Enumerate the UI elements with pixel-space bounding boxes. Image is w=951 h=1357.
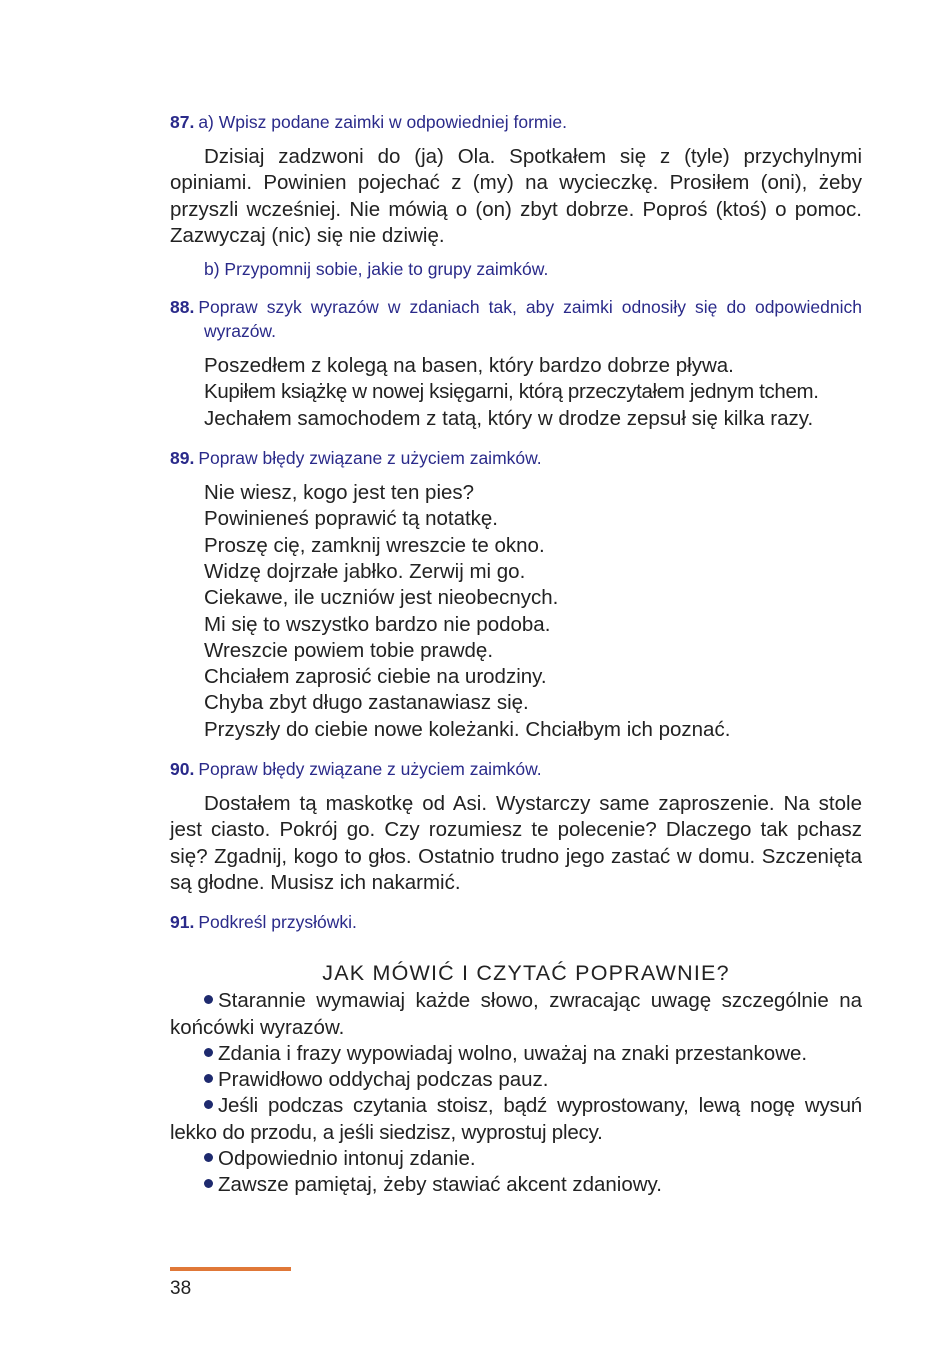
task-88-instruction (170, 295, 862, 343)
sentence-line: Poszedłem z kolegą na basen, który bardzo dobrze pływa. (204, 354, 734, 378)
bullet-item (170, 1041, 862, 1067)
bullet-dot-icon (204, 1100, 213, 1109)
instruction-text: Popraw błędy związane z użyciem zaimków. (198, 448, 542, 469)
task-number: 89. (170, 448, 195, 469)
sentence-line: Mi się to wszystko bardzo nie podoba. (204, 612, 551, 636)
sentence-line: Widzę dojrzałe jabłko. Zerwij mi go. (204, 559, 526, 583)
sentence-line: Powinieneś poprawić tą notatkę. (204, 507, 499, 531)
sentence-line: Wreszcie powiem tobie prawdę. (204, 638, 494, 662)
bullet-text: Prawidłowo oddychaj podczas pauz. (218, 1068, 549, 1092)
bullet-dot-icon (204, 1074, 213, 1083)
sentence-line: Proszę cię, zamknij wreszcie te okno. (204, 533, 545, 557)
task-90-instruction (170, 757, 862, 781)
task-87-paragraph: Dzisiaj zadzwoni do (ja) Ola. Spotkałem się z (tyle) przychylnymi opiniami. Powinien pojechać z (my) na wycieczkę. Prosiłem (oni), żeby przyszli wcześniej. Nie mówią o (on) zbyt dobrze. Poproś (ktoś) o pomoc. Zazwyczaj (nic) się nie dziwię. (170, 145, 862, 247)
section-title: JAK MÓWIĆ I CZYTAĆ POPRAWNIE? (322, 961, 730, 986)
bullet-item (170, 1172, 862, 1198)
task-89-sentences (170, 480, 862, 743)
bullet-item (170, 1146, 862, 1172)
bullet-text: Zdania i frazy wypowiadaj wolno, uważaj na znaki przestankowe. (218, 1041, 808, 1065)
page-content (170, 110, 862, 1199)
instruction-text: a) Wpisz podane zaimki w odpowiedniej formie. (198, 112, 567, 132)
bullet-text: Odpowiednio intonuj zdanie. (218, 1147, 476, 1171)
task-89-instruction (170, 446, 862, 470)
page-number: 38 (170, 1278, 192, 1299)
instruction-text: Podkreśl przysłówki. (198, 912, 357, 933)
task-87-sub-instruction: b) Przypomnij sobie, jakie to grupy zaimków. (204, 259, 549, 280)
sentence-line: Chyba zbyt długo zastanawiasz się. (204, 691, 529, 715)
instruction-text: Popraw szyk wyrazów w zdaniach tak, aby zaimki odnosiły się do odpowiednich wyrazów. (198, 297, 862, 342)
sentence-line: Przyszły do ciebie nowe koleżanki. Chciałbym ich poznać. (204, 717, 731, 741)
sentence-line: Chciałem zaprosić ciebie na urodziny. (204, 665, 547, 689)
sentence-line: Ciekawe, ile uczniów jest nieobecnych. (204, 586, 559, 610)
bullet-item (170, 1067, 862, 1093)
bullet-dot-icon (204, 1048, 213, 1057)
task-number: 90. (170, 759, 195, 780)
task-88-sentences (170, 353, 862, 432)
sentence-line: Kupiłem książkę w nowej księgarni, którą przeczytałem jednym tchem. (204, 380, 819, 404)
instruction-text: Popraw błędy związane z użyciem zaimków. (198, 759, 542, 780)
task-87-instruction (170, 110, 862, 134)
footer-accent-line (170, 1267, 291, 1271)
task-91-instruction (170, 910, 862, 934)
bullet-dot-icon (204, 1179, 213, 1188)
task-number: 87. (170, 112, 195, 132)
bullet-text: Jeśli podczas czytania stoisz, bądź wyprostowany, lewą nogę wysuń lekko do przodu, a jeśli siedzisz, wyprostuj plecy. (170, 1094, 862, 1144)
bullet-dot-icon (204, 995, 213, 1004)
bullet-text: Zawsze pamiętaj, żeby stawiać akcent zdaniowy. (218, 1173, 662, 1197)
bullet-text: Starannie wymawiaj każde słowo, zwracając uwagę szczególnie na końcówki wyrazów. (170, 989, 862, 1039)
task-number: 91. (170, 912, 195, 933)
bullet-item (170, 1093, 862, 1146)
task-90-paragraph: Dostałem tą maskotkę od Asi. Wystarczy same zaproszenie. Na stole jest ciasto. Pokrój go. Czy rozumiesz te polecenie? Dlaczego tak pchasz się? Zgadnij, kogo to głos. Ostatnio trudno jego zastać w domu. Szczenięta są głodne. Musisz ich nakarmić. (170, 792, 862, 894)
bullet-dot-icon (204, 1153, 213, 1162)
sentence-line: Jechałem samochodem z tatą, który w drodze zepsuł się kilka razy. (204, 406, 814, 430)
sentence-line: Nie wiesz, kogo jest ten pies? (204, 481, 475, 505)
task-number: 88. (170, 297, 195, 318)
bullet-item (170, 988, 862, 1041)
